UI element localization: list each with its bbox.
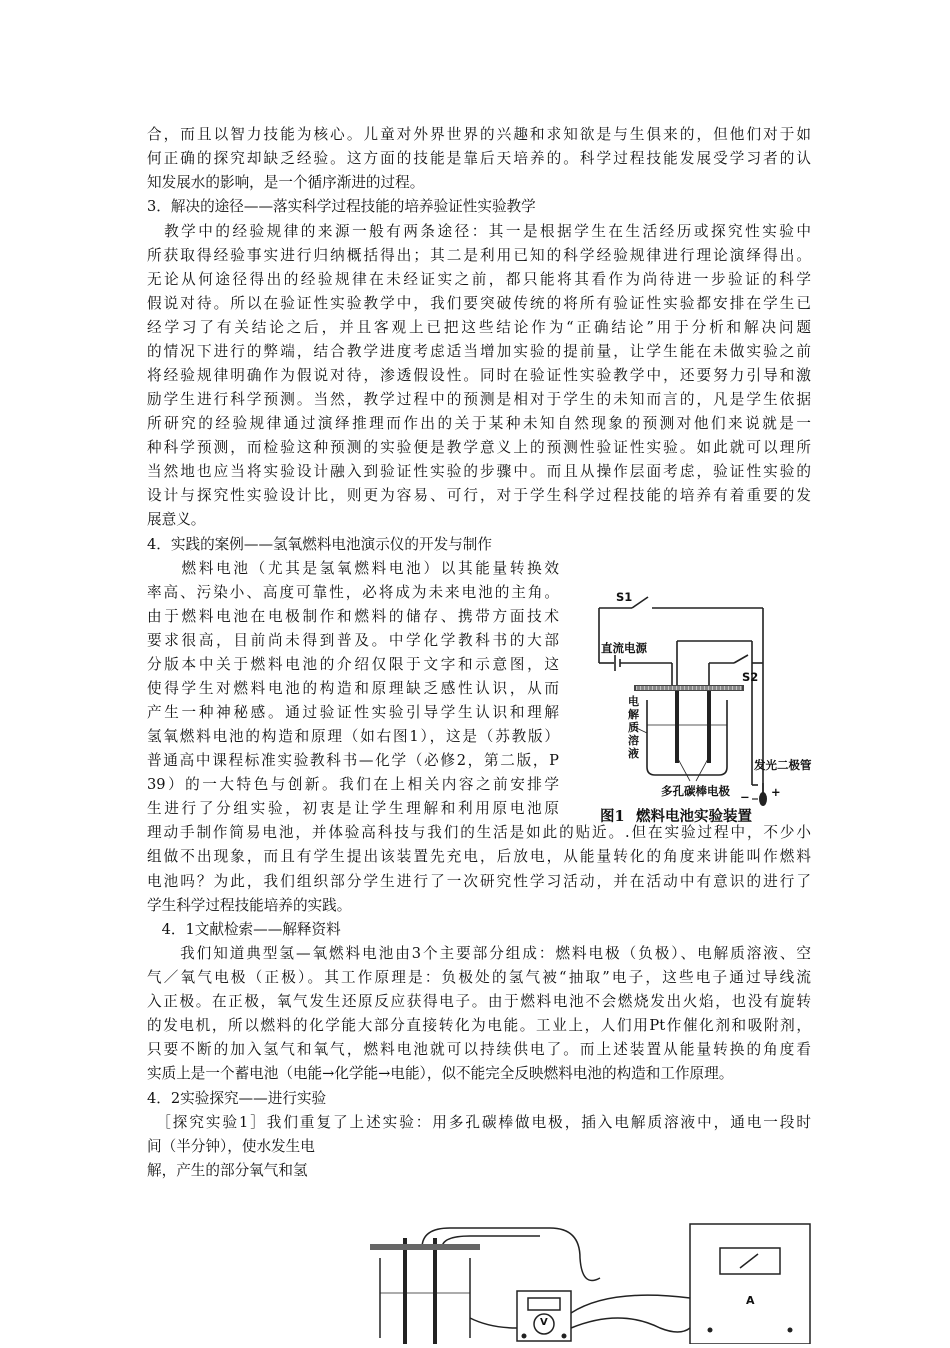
text-line: 学生科学过程技能培养的实践。 [147, 897, 352, 914]
power-source-label: 直流电源 [601, 641, 647, 655]
text-line: 理动手制作简易电池，并体验高科技与我们的生活是如此的贴近。.但在实验过程中，不少小 [147, 824, 811, 841]
figure-caption-text: 燃料电池实验装置 [636, 808, 752, 825]
electrode-label: 多孔碳棒电极 [661, 784, 730, 798]
section-heading-3: 3．解决的途径——落实科学过程技能的培养验证性实验教学 [147, 198, 536, 215]
text-line: 将经验规律明确作为假说对待，渗透假设性。同时在验证性实验教学中，还要努力引导和激 [147, 367, 811, 384]
ammeter-label: A [746, 1294, 755, 1307]
minus-sign: − [740, 790, 750, 804]
text-line: 组做不出现象，而且有学生提出该装置先充电，后放电，从能量转化的角度来讲能叫作燃料 [147, 848, 811, 865]
text-line: 当然地也应当将实验设计融入到验证性实验的步骤中。而且从操作层面考虑，验证性实验的 [147, 463, 811, 480]
text-line: 实质上是一个蓄电池（电能→化学能→电能），似不能完全反映燃料电池的构造和工作原理。 [147, 1065, 734, 1082]
figure-experiment-apparatus [360, 1218, 815, 1344]
text-line: 知发展水的影响，是一个循序渐进的过程。 [147, 174, 425, 191]
text-line: 解，产生的部分氧气和氢 [147, 1162, 308, 1179]
text-line: 所研究的经验规律通过演绎推理而作出的关于某种未知自然现象的预测对他们来说就是一 [147, 415, 811, 432]
text-line: 气／氧气电极（正极）。其工作原理是：负极处的氢气被“抽取”电子，这些电子通过导线流 [147, 969, 811, 986]
text-line: 产生一种神秘感。通过验证性实验引导学生认识和理解 [147, 704, 559, 721]
text-line: 经学习了有关结论之后，并且客观上已把这些结论作为“正确结论”用于分析和解决问题 [147, 319, 811, 336]
text-line: 燃料电池（尤其是氢氧燃料电池）以其能量转换效 [147, 560, 559, 577]
text-line: 率高、污染小、高度可靠性，必将成为未来电池的主角。 [147, 584, 559, 601]
text-line: ［探究实验1］我们重复了上述实验：用多孔碳棒做电极，插入电解质溶液中，通电一段时 [147, 1114, 811, 1131]
text-line: 无论从何途径得出的经验规律在未经证实之前，都只能将其看作为尚待进一步验证的科学 [147, 271, 811, 288]
text-line: 分版本中关于燃料电池的介绍仅限于文字和示意图，这 [147, 656, 559, 673]
text-line: 假说对待。所以在验证性实验教学中，我们要突破传统的将所有验证性实验都安排在学生已 [147, 295, 811, 312]
text-line: 的发电机，所以燃料的化学能大部分直接转化为电能。工业上，人们用Pt作催化剂和吸附剂， [147, 1017, 811, 1034]
text-line: 教学中的经验规律的来源一般有两条途径：其一是根据学生在生活经历或探究性实验中 [147, 223, 811, 240]
figure-caption-number: 图1 [600, 808, 625, 825]
plus-sign: + [771, 785, 781, 799]
s2-label: S2 [742, 670, 759, 684]
text-line: 种科学预测，而检验这种预测的实验便是教学意义上的预测性验证性实验。如此就可以理所 [147, 439, 811, 456]
text-line: 电池吗？为此，我们组织部分学生进行了一次研究性学习活动，并在活动中有意识的进行了 [147, 873, 811, 890]
text-line: 普通高中课程标准实验教科书—化学（必修2，第二版，P [147, 752, 559, 769]
experiment-diagram [360, 1218, 815, 1344]
text-line: 39）的一大特色与创新。我们在上相关内容之前安排学 [147, 776, 559, 793]
voltmeter-label: V [540, 1317, 548, 1328]
text-line: 由于燃料电池在电极制作和燃料的储存、携带方面技术 [147, 608, 559, 625]
text-line: 我们知道典型氢—氧燃料电池由3个主要部分组成：燃料电极（负极）、电解质溶液、空 [147, 945, 811, 962]
text-line: 使得学生对燃料电池的构造和原理缺乏感性认识，从而 [147, 680, 559, 697]
figure-fuel-cell [592, 585, 828, 830]
text-line: 要求很高，目前尚未得到普及。中学化学教科书的大部 [147, 632, 559, 649]
text-line: 入正极。在正极，氧气发生还原反应获得电子。由于燃料电池不会燃烧发出火焰，也没有旋转 [147, 993, 811, 1010]
s1-label: S1 [616, 590, 633, 604]
text-line: 的情况下进行的弊端，结合教学进度考虑适当增加实验的提前量，让学生能在未做实验之前 [147, 343, 811, 360]
text-line: 合，而且以智力技能为核心。儿童对外界世界的兴趣和求知欲是与生俱来的，但他们对于如 [147, 126, 811, 143]
subsection-heading-4-2: 4．2实验探究——进行实验 [147, 1090, 327, 1107]
text-line: 只要不断的加入氢气和氧气，燃料电池就可以持续供电了。而上述装置从能量转换的角度看 [147, 1041, 811, 1058]
section-heading-4: 4．实践的案例——氢氧燃料电池演示仪的开发与制作 [147, 536, 492, 553]
text-line: 氢氧燃料电池的构造和原理（如右图1），这是（苏教版） [147, 728, 559, 745]
text-line: 所获取得经验事实进行归纳概括得出；其二是利用已知的科学经验规律进行理论演绎得出。 [147, 247, 811, 264]
led-label: 发光二极管 [754, 758, 812, 772]
electrolyte-label: 电解质溶液 [628, 695, 639, 760]
text-line: 间（半分钟），使水发生电 [147, 1138, 315, 1155]
text-line: 励学生进行科学预测。当然，教学过程中的预测是相对于学生的未知而言的，凡是学生依据 [147, 391, 811, 408]
text-line: 何正确的探究却缺乏经验。这方面的技能是靠后天培养的。科学过程技能发展受学习者的认 [147, 150, 811, 167]
text-line: 展意义。 [147, 511, 206, 528]
text-line: 设计与探究性实验设计比，则更为容易、可行，对于学生科学过程技能的培养有着重要的发 [147, 487, 811, 504]
subsection-heading-4-1: 4．1文献检索——解释资料 [147, 921, 341, 938]
text-line: 生进行了分组实验，初衷是让学生理解和利用原电池原 [147, 800, 559, 817]
